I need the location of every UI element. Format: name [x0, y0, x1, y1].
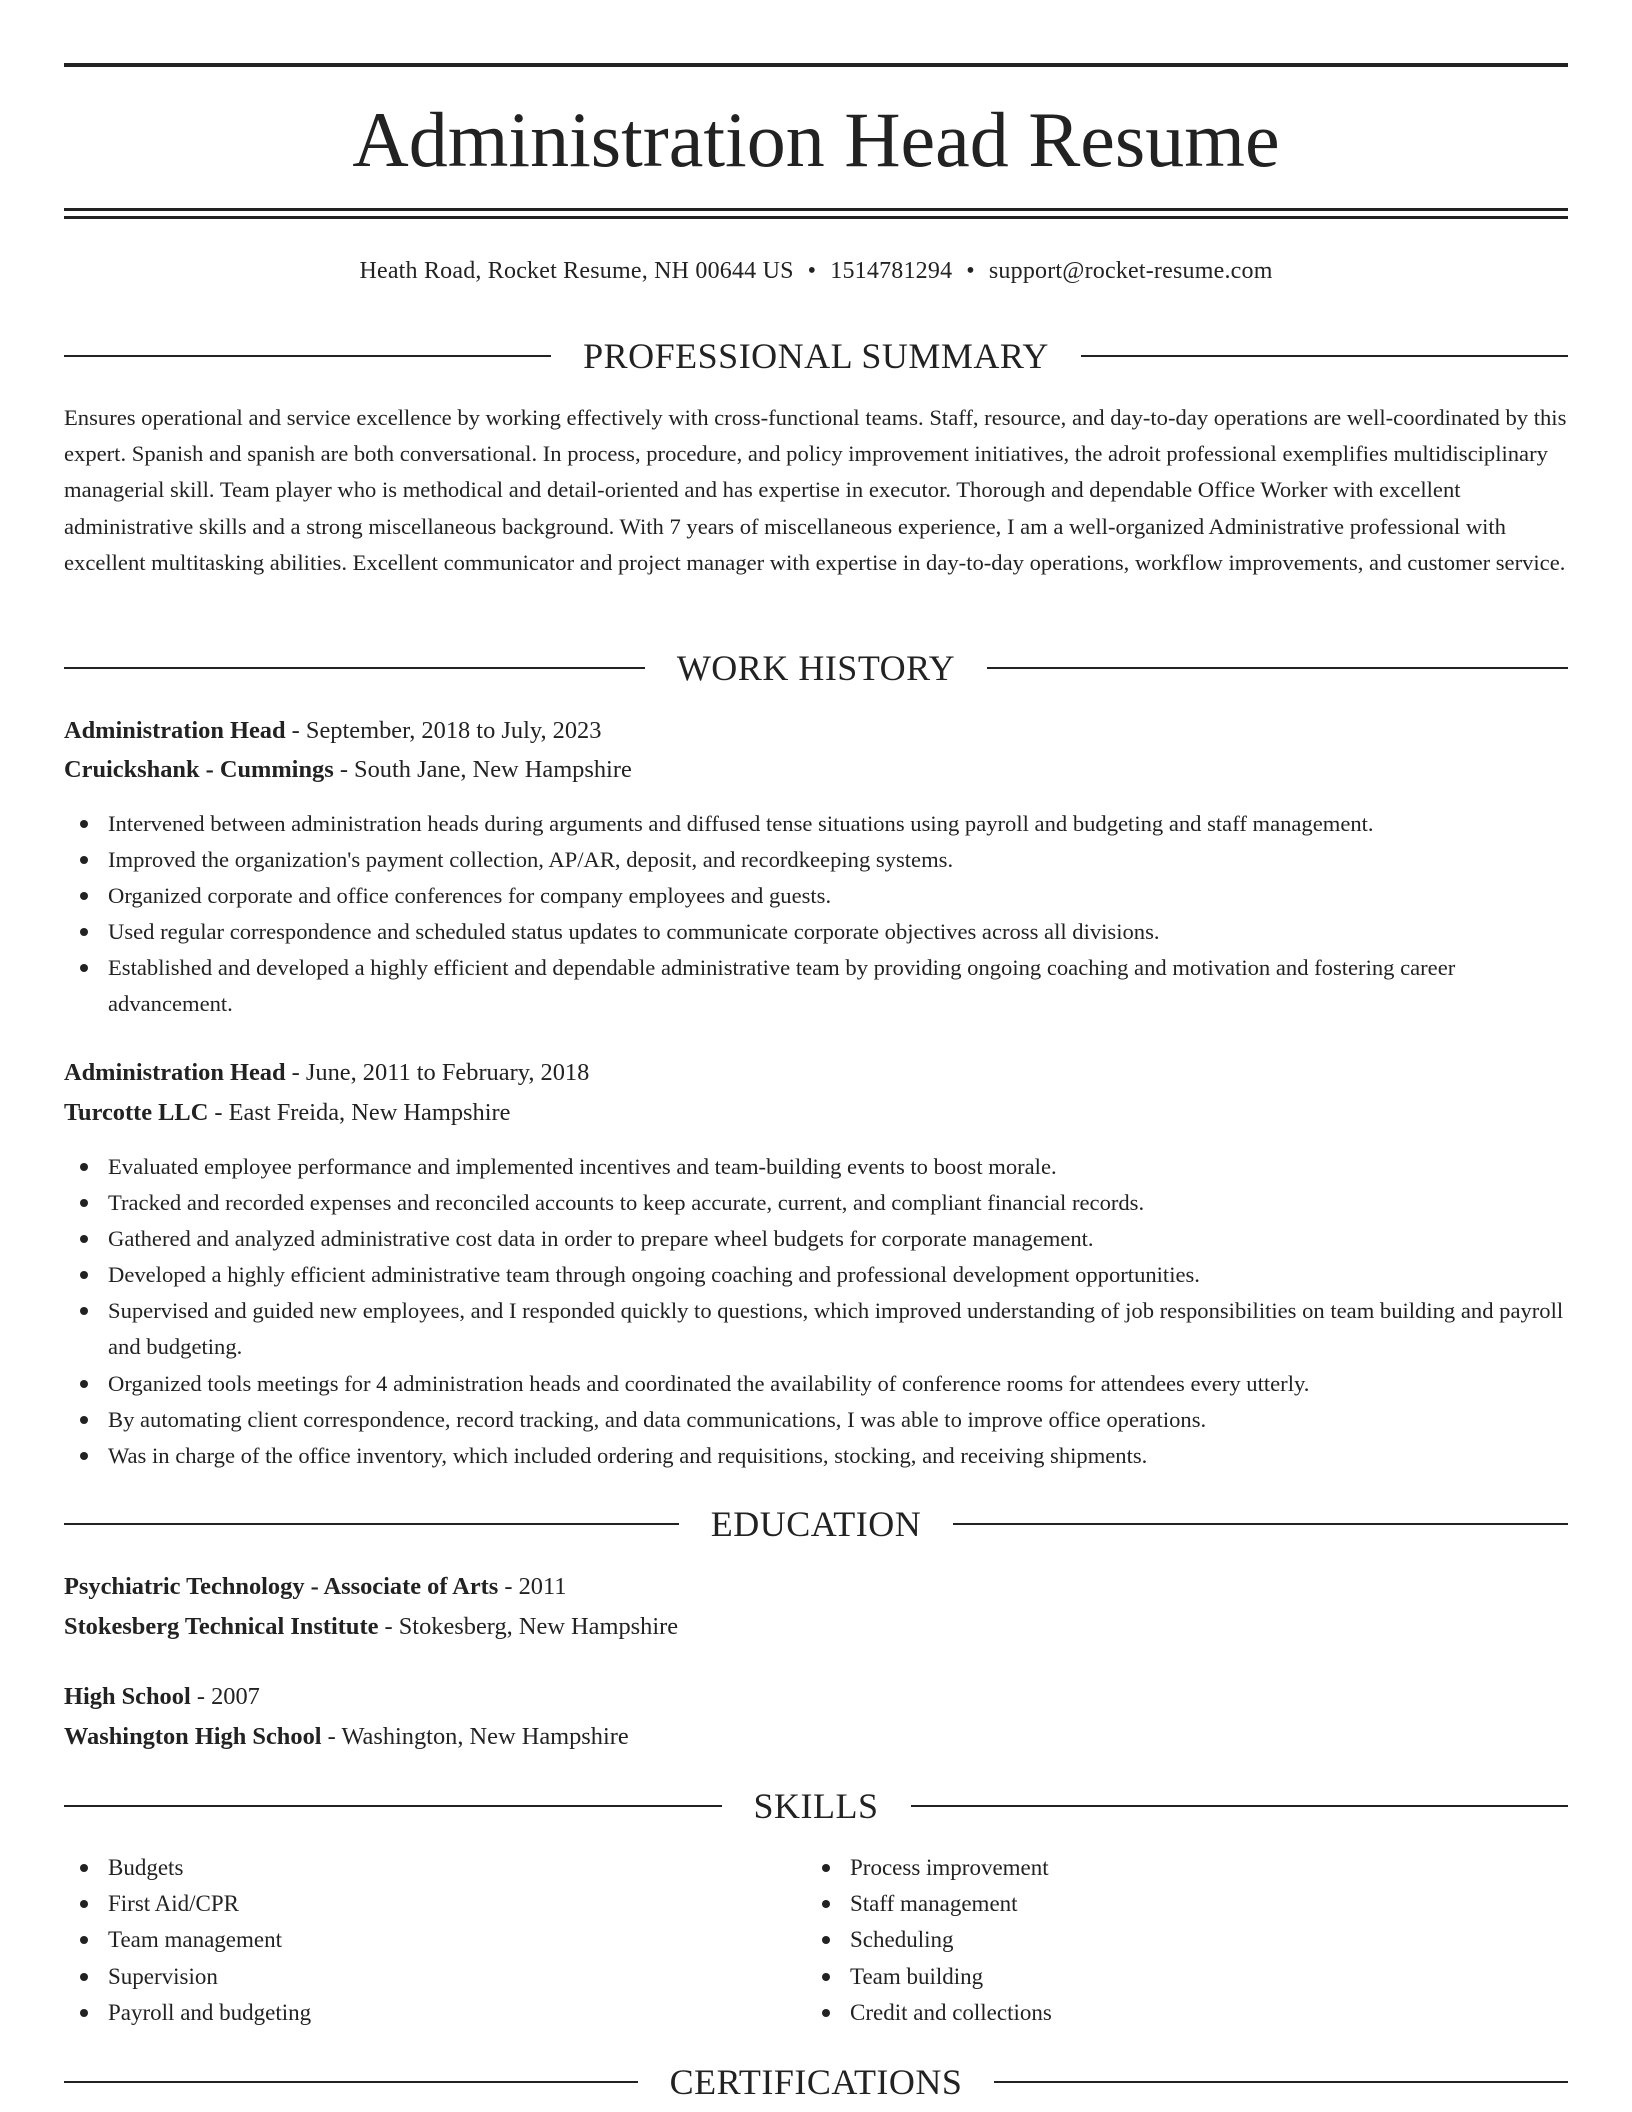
summary-text: Ensures operational and service excellence by working effectively with cross-functional teams. Staff, resource, and day-to-day operations are well-coordinated by this expert. Spanish and spanish are both conversational. In process, procedure, and policy improvement initiatives, the adroit professional exemplifies multidisciplinary managerial skill. Team player who is methodical and detail-oriented and has expertise in executor. Thorough and dependable Office Worker with excellent administrative skills and a strong miscellaneous background. With 7 years of miscellaneous experience, I am a well-organized Administrative professional with excellent multitasking abilities. Excellent communicator and project manager with expertise in day-to-day operations, workflow improvements, and customer service.	[64, 405, 1567, 575]
skill-item: Payroll and budgeting	[64, 1995, 764, 2031]
job-dates: September, 2018 to July, 2023	[305, 717, 602, 744]
education-degree: High School	[64, 1683, 191, 1710]
list-item: By automating client correspondence, record tracking, and data communications, I was able to improve office operations.	[64, 1402, 1568, 1438]
education-school: Washington High School	[64, 1723, 322, 1750]
job-title-line: Administration Head - June, 2011 to February, 2018	[64, 1059, 590, 1086]
section-heading-work-history	[64, 646, 1568, 690]
education-location: Stokesberg, New Hampshire	[398, 1613, 679, 1640]
title-rule-upper	[64, 208, 1568, 211]
heading-rule-right	[953, 1523, 1568, 1525]
job-company: Cruickshank - Cummings	[64, 756, 334, 783]
education-school: Stokesberg Technical Institute	[64, 1613, 379, 1640]
heading-rule-right	[911, 1805, 1569, 1807]
job-location: South Jane, New Hampshire	[354, 756, 632, 783]
skill-item: First Aid/CPR	[64, 1886, 764, 1922]
contact-line	[64, 255, 1568, 287]
list-item: Developed a highly efficient administrative team through ongoing coaching and professional development opportunities.	[64, 1257, 1568, 1293]
education-degree-line: High School - 2007	[64, 1683, 260, 1710]
contact-phone: 1514781294	[830, 258, 953, 284]
resume-title: Administration Head Resume	[352, 96, 1280, 183]
skill-item: Credit and collections	[806, 1995, 1506, 2031]
section-title: CERTIFICATIONS	[669, 2062, 963, 2102]
job-location: East Freida, New Hampshire	[228, 1099, 511, 1126]
job-bullets	[64, 1149, 1568, 1474]
list-item: Supervised and guided new employees, and I responded quickly to questions, which improved understanding of job responsibilities on team building and payroll and budgeting.	[64, 1293, 1568, 1365]
job-title: Administration Head	[64, 717, 286, 744]
list-item: Was in charge of the office inventory, which included ordering and requisitions, stocking, and receiving shipments.	[64, 1438, 1568, 1474]
skill-item: Team building	[806, 1959, 1506, 1995]
skill-item: Budgets	[64, 1850, 764, 1886]
heading-rule-right	[987, 667, 1568, 669]
skill-item: Supervision	[64, 1959, 764, 1995]
job-dates: June, 2011 to February, 2018	[305, 1059, 590, 1086]
contact-separator: •	[807, 258, 817, 284]
education-school-line: Stokesberg Technical Institute - Stokesberg, New Hampshire	[64, 1613, 679, 1640]
education-degree: Psychiatric Technology - Associate of Arts	[64, 1573, 499, 1600]
job-company: Turcotte LLC	[64, 1099, 209, 1126]
job-title: Administration Head	[64, 1059, 286, 1086]
contact-address: Heath Road, Rocket Resume, NH 00644 US	[359, 258, 794, 284]
top-rule	[64, 63, 1568, 67]
list-item: Organized tools meetings for 4 administration heads and coordinated the availability of conference rooms for attendees every utterly.	[64, 1366, 1568, 1402]
heading-rule-left	[64, 2081, 638, 2083]
heading-rule-left	[64, 1805, 722, 1807]
list-item: Used regular correspondence and scheduled status updates to communicate corporate objectives across all divisions.	[64, 914, 1568, 950]
section-heading-skills	[64, 1784, 1568, 1828]
section-title: WORK HISTORY	[676, 648, 956, 688]
list-item: Tracked and recorded expenses and reconciled accounts to keep accurate, current, and compliant financial records.	[64, 1185, 1568, 1221]
heading-rule-right	[1081, 355, 1568, 357]
list-item: Evaluated employee performance and implemented incentives and team-building events to boost morale.	[64, 1149, 1568, 1185]
skills-list-left	[64, 1850, 764, 2031]
job-bullets	[64, 806, 1568, 1023]
contact-separator: •	[966, 258, 975, 284]
list-item: Organized corporate and office conferences for company employees and guests.	[64, 878, 1568, 914]
section-title: SKILLS	[753, 1786, 879, 1826]
education-school-line: Washington High School - Washington, New Hampshire	[64, 1723, 629, 1750]
job-title-line: Administration Head - September, 2018 to July, 2023	[64, 717, 602, 744]
job-company-line: Cruickshank - Cummings - South Jane, New Hampshire	[64, 756, 632, 783]
education-degree-line: Psychiatric Technology - Associate of Arts - 2011	[64, 1573, 567, 1600]
heading-rule-left	[64, 355, 551, 357]
heading-rule-left	[64, 1523, 679, 1525]
list-item: Intervened between administration heads during arguments and diffused tense situations using payroll and budgeting and staff management.	[64, 806, 1568, 842]
education-year: 2007	[211, 1683, 260, 1710]
section-title: PROFESSIONAL SUMMARY	[583, 336, 1049, 376]
job-company-line: Turcotte LLC - East Freida, New Hampshire	[64, 1099, 511, 1126]
skill-item: Process improvement	[806, 1850, 1506, 1886]
skill-item: Scheduling	[806, 1922, 1506, 1958]
skills-list-right	[806, 1850, 1506, 2031]
list-item: Established and developed a highly efficient and dependable administrative team by providing ongoing coaching and motivation and fostering career advancement.	[64, 950, 1568, 1022]
skill-item: Team management	[64, 1922, 764, 1958]
skill-item: Staff management	[806, 1886, 1506, 1922]
list-item: Improved the organization's payment collection, AP/AR, deposit, and recordkeeping systems.	[64, 842, 1568, 878]
list-item: Gathered and analyzed administrative cost data in order to prepare wheel budgets for corporate management.	[64, 1221, 1568, 1257]
heading-rule-right	[994, 2081, 1568, 2083]
heading-rule-left	[64, 667, 645, 669]
education-year: 2011	[518, 1573, 567, 1600]
section-heading-certifications	[64, 2060, 1568, 2104]
title-rule-lower	[64, 216, 1568, 219]
section-title: EDUCATION	[710, 1504, 922, 1544]
section-heading-education	[64, 1502, 1568, 1546]
section-heading-summary	[64, 334, 1568, 378]
contact-email: support@rocket-resume.com	[988, 258, 1273, 284]
education-location: Washington, New Hampshire	[341, 1723, 629, 1750]
